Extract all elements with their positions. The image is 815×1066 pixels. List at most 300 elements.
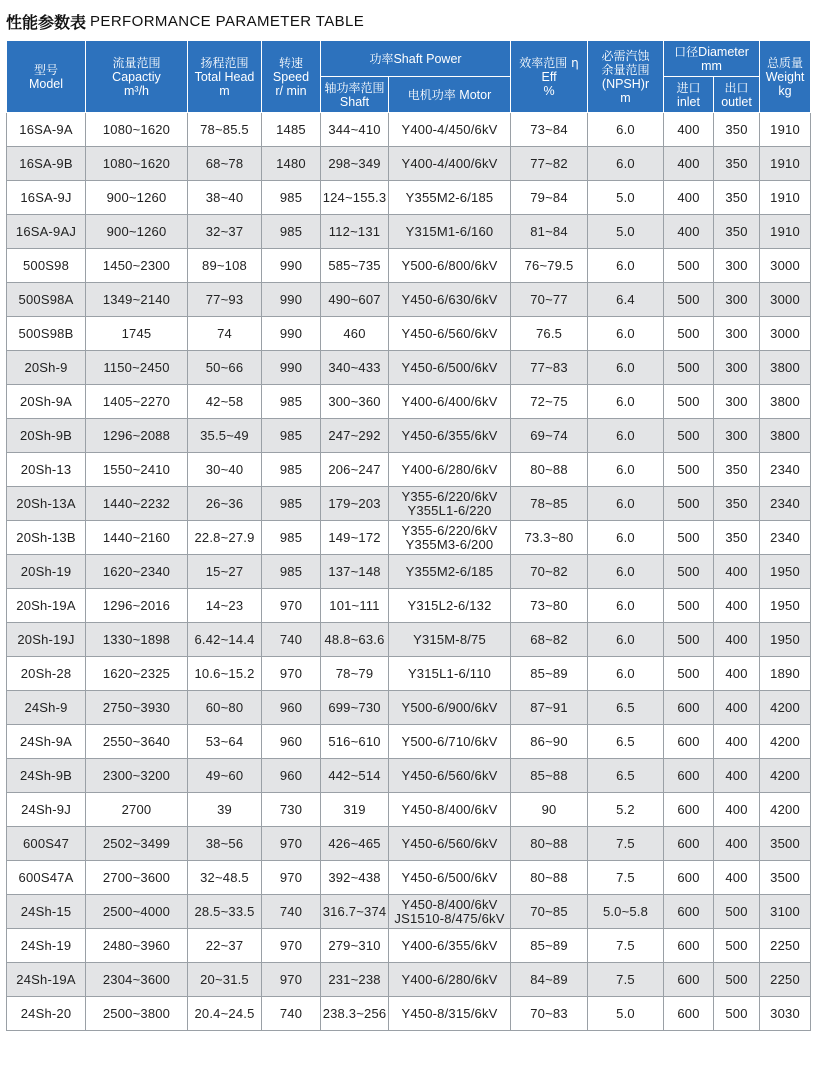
cell-outlet: 350	[714, 487, 760, 521]
cell-shaft: 124~155.3	[321, 181, 389, 215]
cell-shaft: 699~730	[321, 691, 389, 725]
cell-model: 20Sh-13A	[7, 487, 86, 521]
cell-speed: 1485	[262, 113, 321, 147]
cell-head: 32~37	[188, 215, 262, 249]
cell-model: 20Sh-9A	[7, 385, 86, 419]
cell-shaft: 516~610	[321, 725, 389, 759]
cell-eff: 76~79.5	[511, 249, 588, 283]
cell-weight: 2340	[760, 521, 811, 555]
table-row	[7, 147, 811, 181]
cell-head: 39	[188, 793, 262, 827]
cell-speed: 990	[262, 249, 321, 283]
cell-capacity: 2502~3499	[86, 827, 188, 861]
cell-npsh: 7.5	[588, 963, 664, 997]
cell-model: 500S98B	[7, 317, 86, 351]
cell-motor	[389, 147, 511, 181]
motor-model: Y400-6/280/6kV	[401, 972, 498, 987]
motor-model: Y400-4/400/6kV	[401, 156, 498, 171]
cell-head: 49~60	[188, 759, 262, 793]
cell-outlet: 350	[714, 521, 760, 555]
cell-eff: 84~89	[511, 963, 588, 997]
cell-outlet: 300	[714, 351, 760, 385]
cell-eff: 68~82	[511, 623, 588, 657]
cell-shaft: 179~203	[321, 487, 389, 521]
cell-motor	[389, 215, 511, 249]
cell-motor	[389, 759, 511, 793]
header-shaft-power: 功率Shaft Power	[321, 41, 511, 77]
cell-capacity: 2700~3600	[86, 861, 188, 895]
cell-eff: 73~80	[511, 589, 588, 623]
header-diameter: 口径Diameter mm	[664, 41, 760, 77]
cell-outlet: 400	[714, 827, 760, 861]
cell-head: 77~93	[188, 283, 262, 317]
cell-npsh: 6.0	[588, 351, 664, 385]
cell-outlet: 300	[714, 317, 760, 351]
cell-weight: 4200	[760, 725, 811, 759]
cell-speed: 985	[262, 385, 321, 419]
cell-shaft: 149~172	[321, 521, 389, 555]
cell-model: 20Sh-28	[7, 657, 86, 691]
cell-head: 26~36	[188, 487, 262, 521]
cell-weight: 3800	[760, 419, 811, 453]
cell-motor	[389, 453, 511, 487]
cell-motor	[389, 623, 511, 657]
cell-head: 38~40	[188, 181, 262, 215]
table-row	[7, 181, 811, 215]
cell-npsh: 6.0	[588, 487, 664, 521]
cell-outlet: 350	[714, 113, 760, 147]
cell-motor	[389, 385, 511, 419]
cell-speed: 985	[262, 521, 321, 555]
cell-speed: 990	[262, 317, 321, 351]
table-row	[7, 759, 811, 793]
cell-speed: 960	[262, 759, 321, 793]
cell-head: 42~58	[188, 385, 262, 419]
cell-inlet: 500	[664, 453, 714, 487]
cell-npsh: 6.0	[588, 453, 664, 487]
cell-model: 20Sh-19J	[7, 623, 86, 657]
cell-shaft: 137~148	[321, 555, 389, 589]
cell-outlet: 300	[714, 283, 760, 317]
cell-weight: 2250	[760, 929, 811, 963]
cell-weight: 1910	[760, 215, 811, 249]
cell-speed: 990	[262, 283, 321, 317]
cell-shaft: 206~247	[321, 453, 389, 487]
cell-weight: 3100	[760, 895, 811, 929]
cell-eff: 73~84	[511, 113, 588, 147]
cell-inlet: 500	[664, 555, 714, 589]
cell-inlet: 500	[664, 589, 714, 623]
cell-motor	[389, 929, 511, 963]
cell-speed: 960	[262, 691, 321, 725]
cell-model: 20Sh-9	[7, 351, 86, 385]
cell-eff: 80~88	[511, 453, 588, 487]
cell-weight: 3000	[760, 249, 811, 283]
motor-model: Y400-6/280/6kV	[401, 462, 498, 477]
motor-model: Y450-8/400/6kV	[401, 802, 498, 817]
cell-speed: 740	[262, 997, 321, 1031]
cell-weight: 3000	[760, 283, 811, 317]
cell-motor	[389, 861, 511, 895]
table-row	[7, 487, 811, 521]
cell-inlet: 500	[664, 487, 714, 521]
cell-capacity: 1330~1898	[86, 623, 188, 657]
cell-capacity: 2700	[86, 793, 188, 827]
cell-shaft: 442~514	[321, 759, 389, 793]
cell-shaft: 344~410	[321, 113, 389, 147]
cell-model: 24Sh-9J	[7, 793, 86, 827]
cell-weight: 1910	[760, 113, 811, 147]
cell-shaft: 112~131	[321, 215, 389, 249]
motor-model: Y315M1-6/160	[405, 224, 494, 239]
cell-outlet: 500	[714, 895, 760, 929]
cell-model: 24Sh-9A	[7, 725, 86, 759]
page-title-cn: 性能参数表	[6, 12, 87, 32]
cell-head: 38~56	[188, 827, 262, 861]
cell-inlet: 600	[664, 759, 714, 793]
cell-head: 50~66	[188, 351, 262, 385]
cell-eff: 70~83	[511, 997, 588, 1031]
cell-head: 78~85.5	[188, 113, 262, 147]
table-row	[7, 793, 811, 827]
cell-head: 10.6~15.2	[188, 657, 262, 691]
cell-motor	[389, 589, 511, 623]
motor-model: Y450-6/630/6kV	[401, 292, 498, 307]
cell-weight: 2340	[760, 487, 811, 521]
table-row	[7, 861, 811, 895]
cell-motor	[389, 419, 511, 453]
cell-npsh: 7.5	[588, 827, 664, 861]
cell-npsh: 5.0~5.8	[588, 895, 664, 929]
motor-model: Y400-6/355/6kV	[401, 938, 498, 953]
cell-npsh: 7.5	[588, 861, 664, 895]
cell-model: 16SA-9J	[7, 181, 86, 215]
cell-weight: 2340	[760, 453, 811, 487]
cell-weight: 3800	[760, 351, 811, 385]
cell-motor	[389, 997, 511, 1031]
motor-model: Y355M3-6/200	[405, 536, 494, 552]
cell-eff: 80~88	[511, 827, 588, 861]
cell-motor	[389, 827, 511, 861]
cell-inlet: 600	[664, 827, 714, 861]
header-motor: 电机功率 Motor	[389, 77, 511, 113]
cell-weight: 1910	[760, 181, 811, 215]
motor-model: Y450-6/500/6kV	[401, 360, 498, 375]
table-row	[7, 623, 811, 657]
cell-head: 30~40	[188, 453, 262, 487]
cell-capacity: 2304~3600	[86, 963, 188, 997]
cell-eff: 77~83	[511, 351, 588, 385]
motor-model: Y355L1-6/220	[407, 502, 492, 518]
cell-shaft: 298~349	[321, 147, 389, 181]
cell-outlet: 400	[714, 691, 760, 725]
cell-speed: 985	[262, 487, 321, 521]
cell-head: 35.5~49	[188, 419, 262, 453]
cell-head: 22~37	[188, 929, 262, 963]
cell-motor	[389, 555, 511, 589]
cell-weight: 3500	[760, 861, 811, 895]
cell-outlet: 400	[714, 759, 760, 793]
cell-inlet: 600	[664, 793, 714, 827]
cell-eff: 70~85	[511, 895, 588, 929]
cell-shaft: 300~360	[321, 385, 389, 419]
cell-weight: 4200	[760, 759, 811, 793]
table-row	[7, 351, 811, 385]
cell-speed: 970	[262, 963, 321, 997]
cell-speed: 985	[262, 453, 321, 487]
cell-eff: 69~74	[511, 419, 588, 453]
motor-model: Y355-6/220/6kV	[401, 522, 498, 538]
cell-motor	[389, 283, 511, 317]
cell-weight: 1950	[760, 589, 811, 623]
cell-npsh: 6.5	[588, 759, 664, 793]
cell-speed: 970	[262, 657, 321, 691]
cell-model: 24Sh-19A	[7, 963, 86, 997]
cell-eff: 85~89	[511, 657, 588, 691]
motor-model: Y400-4/450/6kV	[401, 122, 498, 137]
cell-npsh: 6.4	[588, 283, 664, 317]
cell-motor	[389, 657, 511, 691]
cell-eff: 87~91	[511, 691, 588, 725]
cell-eff: 76.5	[511, 317, 588, 351]
cell-capacity: 2500~3800	[86, 997, 188, 1031]
table-row	[7, 215, 811, 249]
cell-outlet: 300	[714, 419, 760, 453]
table-row	[7, 521, 811, 555]
table-row	[7, 283, 811, 317]
cell-motor	[389, 249, 511, 283]
cell-shaft: 340~433	[321, 351, 389, 385]
header-shaft: 轴功率范围 Shaft	[321, 77, 389, 113]
table-header	[7, 41, 811, 113]
header-speed: 转速 Speed r/ min	[262, 41, 321, 113]
cell-capacity: 1080~1620	[86, 113, 188, 147]
cell-weight: 1950	[760, 555, 811, 589]
cell-inlet: 600	[664, 725, 714, 759]
cell-inlet: 500	[664, 283, 714, 317]
cell-capacity: 900~1260	[86, 181, 188, 215]
cell-npsh: 5.2	[588, 793, 664, 827]
cell-weight: 4200	[760, 691, 811, 725]
cell-npsh: 6.0	[588, 385, 664, 419]
cell-inlet: 600	[664, 895, 714, 929]
motor-model: Y450-6/500/6kV	[401, 870, 498, 885]
table-row	[7, 113, 811, 147]
cell-head: 20~31.5	[188, 963, 262, 997]
cell-shaft: 316.7~374	[321, 895, 389, 929]
cell-motor	[389, 895, 511, 929]
cell-speed: 740	[262, 623, 321, 657]
cell-inlet: 500	[664, 351, 714, 385]
header-inlet: 进口 inlet	[664, 77, 714, 113]
cell-inlet: 500	[664, 521, 714, 555]
cell-eff: 85~88	[511, 759, 588, 793]
cell-inlet: 500	[664, 385, 714, 419]
cell-inlet: 500	[664, 657, 714, 691]
cell-shaft: 48.8~63.6	[321, 623, 389, 657]
cell-model: 24Sh-9B	[7, 759, 86, 793]
cell-capacity: 1440~2160	[86, 521, 188, 555]
cell-speed: 960	[262, 725, 321, 759]
header-model: 型号 Model	[7, 41, 86, 113]
motor-model: Y450-8/315/6kV	[401, 1006, 498, 1021]
cell-capacity: 1150~2450	[86, 351, 188, 385]
cell-model: 600S47A	[7, 861, 86, 895]
cell-outlet: 350	[714, 453, 760, 487]
motor-model: Y450-6/560/6kV	[401, 836, 498, 851]
cell-shaft: 101~111	[321, 589, 389, 623]
cell-head: 6.42~14.4	[188, 623, 262, 657]
cell-outlet: 400	[714, 657, 760, 691]
cell-model: 20Sh-13B	[7, 521, 86, 555]
cell-capacity: 1440~2232	[86, 487, 188, 521]
cell-inlet: 400	[664, 113, 714, 147]
cell-head: 22.8~27.9	[188, 521, 262, 555]
table-row	[7, 317, 811, 351]
cell-motor	[389, 351, 511, 385]
cell-speed: 740	[262, 895, 321, 929]
cell-npsh: 6.0	[588, 589, 664, 623]
motor-model: Y500-6/900/6kV	[401, 700, 498, 715]
cell-npsh: 7.5	[588, 929, 664, 963]
cell-outlet: 350	[714, 215, 760, 249]
cell-weight: 3030	[760, 997, 811, 1031]
cell-motor	[389, 487, 511, 521]
table-row	[7, 453, 811, 487]
table-row	[7, 657, 811, 691]
cell-inlet: 600	[664, 929, 714, 963]
cell-outlet: 300	[714, 249, 760, 283]
cell-eff: 81~84	[511, 215, 588, 249]
cell-model: 20Sh-13	[7, 453, 86, 487]
cell-eff: 70~77	[511, 283, 588, 317]
header-capacity: 流量范围 Capactiy m³/h	[86, 41, 188, 113]
cell-inlet: 600	[664, 691, 714, 725]
cell-speed: 970	[262, 861, 321, 895]
cell-shaft: 238.3~256	[321, 997, 389, 1031]
table-row	[7, 691, 811, 725]
cell-motor	[389, 113, 511, 147]
cell-speed: 970	[262, 589, 321, 623]
cell-head: 32~48.5	[188, 861, 262, 895]
cell-inlet: 600	[664, 861, 714, 895]
cell-npsh: 6.5	[588, 691, 664, 725]
cell-head: 89~108	[188, 249, 262, 283]
cell-weight: 3500	[760, 827, 811, 861]
cell-head: 53~64	[188, 725, 262, 759]
motor-model: Y355-6/220/6kV	[401, 488, 498, 504]
motor-model: Y315M-8/75	[413, 632, 486, 647]
cell-speed: 985	[262, 215, 321, 249]
cell-shaft: 78~79	[321, 657, 389, 691]
cell-shaft: 585~735	[321, 249, 389, 283]
cell-shaft: 279~310	[321, 929, 389, 963]
cell-npsh: 6.0	[588, 317, 664, 351]
cell-motor	[389, 725, 511, 759]
motor-model: Y355M2-6/185	[405, 564, 494, 579]
motor-model: Y355M2-6/185	[405, 190, 494, 205]
cell-npsh: 5.0	[588, 215, 664, 249]
motor-model: Y400-6/400/6kV	[401, 394, 498, 409]
cell-inlet: 400	[664, 181, 714, 215]
cell-inlet: 500	[664, 419, 714, 453]
cell-capacity: 1550~2410	[86, 453, 188, 487]
cell-weight: 1950	[760, 623, 811, 657]
motor-model: JS1510-8/475/6kV	[394, 910, 505, 926]
cell-motor	[389, 963, 511, 997]
cell-outlet: 350	[714, 181, 760, 215]
cell-outlet: 300	[714, 385, 760, 419]
cell-npsh: 6.0	[588, 249, 664, 283]
header-npsh: 必需汽蚀 余量范围 (NPSH)r m	[588, 41, 664, 113]
cell-model: 20Sh-19	[7, 555, 86, 589]
cell-speed: 985	[262, 181, 321, 215]
cell-inlet: 600	[664, 963, 714, 997]
cell-weight: 2250	[760, 963, 811, 997]
motor-model: Y500-6/710/6kV	[401, 734, 498, 749]
cell-capacity: 2750~3930	[86, 691, 188, 725]
cell-model: 16SA-9B	[7, 147, 86, 181]
cell-inlet: 600	[664, 997, 714, 1031]
cell-npsh: 5.0	[588, 181, 664, 215]
cell-capacity: 1405~2270	[86, 385, 188, 419]
cell-npsh: 5.0	[588, 997, 664, 1031]
cell-npsh: 6.0	[588, 419, 664, 453]
cell-capacity: 1620~2325	[86, 657, 188, 691]
cell-head: 20.4~24.5	[188, 997, 262, 1031]
cell-outlet: 400	[714, 793, 760, 827]
table-row	[7, 589, 811, 623]
performance-table	[6, 40, 811, 1031]
cell-eff: 72~75	[511, 385, 588, 419]
cell-capacity: 1450~2300	[86, 249, 188, 283]
cell-eff: 78~85	[511, 487, 588, 521]
cell-model: 24Sh-9	[7, 691, 86, 725]
cell-speed: 985	[262, 419, 321, 453]
cell-shaft: 426~465	[321, 827, 389, 861]
page-title-en: PERFORMANCE PARAMETER TABLE	[90, 12, 365, 30]
cell-motor	[389, 521, 511, 555]
cell-shaft: 460	[321, 317, 389, 351]
cell-motor	[389, 181, 511, 215]
cell-head: 74	[188, 317, 262, 351]
table-row	[7, 725, 811, 759]
cell-model: 600S47	[7, 827, 86, 861]
cell-npsh: 6.0	[588, 555, 664, 589]
cell-capacity: 1080~1620	[86, 147, 188, 181]
table-row	[7, 963, 811, 997]
cell-speed: 985	[262, 555, 321, 589]
cell-head: 60~80	[188, 691, 262, 725]
cell-capacity: 1296~2088	[86, 419, 188, 453]
cell-shaft: 392~438	[321, 861, 389, 895]
cell-head: 14~23	[188, 589, 262, 623]
cell-model: 24Sh-19	[7, 929, 86, 963]
table-row	[7, 827, 811, 861]
cell-inlet: 500	[664, 249, 714, 283]
table-body	[7, 113, 811, 1031]
motor-model: Y450-6/560/6kV	[401, 768, 498, 783]
cell-capacity: 2550~3640	[86, 725, 188, 759]
cell-capacity: 1745	[86, 317, 188, 351]
cell-outlet: 350	[714, 147, 760, 181]
cell-inlet: 400	[664, 215, 714, 249]
header-total-head: 扬程范围 Total Head m	[188, 41, 262, 113]
cell-capacity: 1349~2140	[86, 283, 188, 317]
cell-eff: 70~82	[511, 555, 588, 589]
table-row	[7, 929, 811, 963]
cell-npsh: 6.5	[588, 725, 664, 759]
